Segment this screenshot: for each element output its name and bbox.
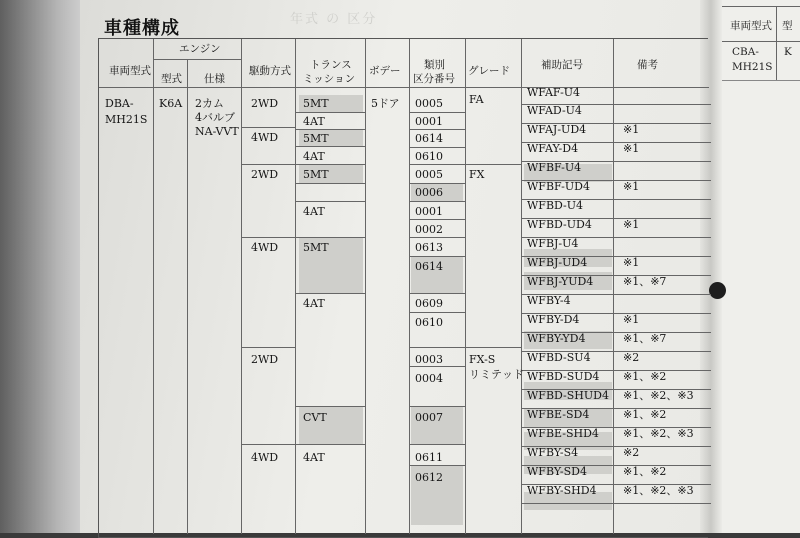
remark-20: ※1、※2 [623, 465, 667, 478]
category-9: 0614 [415, 260, 443, 273]
category-10: 0609 [415, 297, 443, 310]
transmission-row-line-3 [295, 164, 365, 165]
background-strip [0, 0, 82, 533]
category-row-line-10 [409, 312, 465, 313]
column-divider-1 [187, 59, 188, 534]
category-4: 0005 [415, 168, 443, 181]
column-divider-6 [465, 39, 466, 534]
header-engine-spec: 仕様 [204, 73, 225, 85]
aux-code-13: WFBY-YD4 [527, 332, 586, 345]
header-engine: エンジン [179, 43, 221, 55]
engine-spec-line1: 2カム [195, 97, 224, 110]
category-16: 0612 [415, 471, 443, 484]
aux-row-line-21 [521, 503, 711, 504]
category-row-line-3 [409, 164, 465, 165]
remark-9: ※1 [623, 256, 640, 269]
column-divider-8 [613, 39, 614, 534]
column-divider-3 [295, 39, 296, 534]
transmission-row-line-8 [295, 406, 365, 407]
category-0: 0005 [415, 97, 443, 110]
engine-type-value: K6A [159, 97, 183, 110]
model-type-line2: MH21S [105, 113, 148, 126]
aux-code-3: WFAY-D4 [527, 142, 579, 155]
remark-21: ※1、※2、※3 [623, 484, 694, 497]
column-divider-2 [241, 39, 242, 534]
drive-row-line-4 [241, 444, 295, 445]
column-divider-4 [365, 39, 366, 534]
transmission-row-line-0 [295, 112, 365, 113]
transmission-row-line-7 [295, 293, 365, 294]
header-engine-type: 型式 [161, 73, 182, 85]
engine-spec-line3: NA-VVT [195, 125, 239, 138]
drive-2: 2WD [251, 168, 279, 181]
remark-19: ※2 [623, 446, 640, 459]
aux-code-12: WFBY-D4 [527, 313, 580, 326]
aux-code-15: WFBD-SUD4 [527, 370, 600, 383]
category-7: 0002 [415, 223, 443, 236]
transmission-3: 4AT [303, 150, 325, 163]
transmission-row-line-1 [295, 129, 365, 130]
drive-row-line-3 [241, 347, 295, 348]
category-row-line-12 [409, 366, 465, 367]
category-row-line-15 [409, 465, 465, 466]
drive-3: 4WD [251, 241, 279, 254]
transmission-row-line-4 [295, 183, 365, 184]
transmission-6: 5MT [303, 241, 329, 254]
drive-1: 4WD [251, 131, 279, 144]
aux-code-0: WFAF-U4 [527, 86, 581, 99]
grade-fxs-line1: FX-S [469, 353, 496, 366]
category-12: 0003 [415, 353, 443, 366]
transmission-1: 4AT [303, 115, 325, 128]
category-11: 0610 [415, 316, 443, 329]
binder-hole [709, 282, 726, 299]
drive-row-line-1 [241, 164, 295, 165]
remark-12: ※1 [623, 313, 640, 326]
category-row-line-1 [409, 129, 465, 130]
drive-row-line-0 [241, 127, 295, 128]
aux-code-20: WFBY-SD4 [527, 465, 587, 478]
aux-code-8: WFBJ-U4 [527, 237, 579, 250]
aux-code-21: WFBY-SHD4 [527, 484, 597, 497]
transmission-8: CVT [303, 411, 327, 424]
remark-3: ※1 [623, 142, 640, 155]
grade-fa: FA [469, 93, 484, 106]
category-13: 0004 [415, 372, 443, 385]
adjacent-header-model: 車両型式 [730, 20, 772, 32]
remark-7: ※1 [623, 218, 640, 231]
transmission-2: 5MT [303, 132, 329, 145]
aux-code-1: WFAD-U4 [527, 104, 582, 117]
category-8: 0613 [415, 241, 443, 254]
remark-2: ※1 [623, 123, 640, 136]
remark-14: ※2 [623, 351, 640, 364]
model-type-line1: DBA- [105, 97, 134, 110]
drive-0: 2WD [251, 97, 279, 110]
aux-code-11: WFBY-4 [527, 294, 571, 307]
category-1: 0001 [415, 115, 443, 128]
aux-code-6: WFBD-U4 [527, 199, 584, 212]
remark-16: ※1、※2、※3 [623, 389, 694, 402]
category-6: 0001 [415, 205, 443, 218]
adjacent-model-line1: CBA- [732, 46, 759, 58]
remark-10: ※1、※7 [623, 275, 667, 288]
adjacent-model-line2: MH21S [732, 61, 773, 73]
aux-code-10: WFBJ-YUD4 [527, 275, 594, 288]
engine-header-divider [153, 59, 241, 60]
aux-code-4: WFBF-U4 [527, 161, 582, 174]
header-category-line1: 類別 [424, 59, 445, 71]
category-row-line-13 [409, 406, 465, 407]
transmission-4: 5MT [303, 168, 329, 181]
category-2: 0614 [415, 132, 443, 145]
header-model-type: 車両型式 [109, 65, 151, 77]
aux-code-19: WFBY-S4 [527, 446, 579, 459]
transmission-0: 5MT [303, 97, 329, 110]
category-row-line-2 [409, 147, 465, 148]
category-15: 0611 [415, 451, 443, 464]
remark-13: ※1、※7 [623, 332, 667, 345]
transmission-5: 4AT [303, 205, 325, 218]
category-row-line-0 [409, 112, 465, 113]
show-through-text: 年式 の 区分 [290, 12, 378, 27]
drive-row-line-2 [241, 237, 295, 238]
aux-code-16: WFBD-SHUD4 [527, 389, 609, 402]
aux-code-5: WFBF-UD4 [527, 180, 590, 193]
header-category-line2: 区分番号 [413, 73, 455, 85]
header-drive: 駆動方式 [249, 65, 291, 77]
grade-row-line-1 [465, 347, 521, 348]
vehicle-composition-table [98, 38, 708, 538]
aux-code-18: WFBE-SHD4 [527, 427, 599, 440]
aux-code-17: WFBE-SD4 [527, 408, 590, 421]
transmission-7: 4AT [303, 297, 325, 310]
category-row-line-6 [409, 219, 465, 220]
remark-15: ※1、※2 [623, 370, 667, 383]
aux-code-2: WFAJ-UD4 [527, 123, 587, 136]
transmission-row-line-5 [295, 201, 365, 202]
category-row-line-11 [409, 347, 465, 348]
header-body: ボデー [369, 65, 401, 77]
aux-code-14: WFBD-SU4 [527, 351, 591, 364]
drive-5: 4WD [251, 451, 279, 464]
category-row-line-14 [409, 444, 465, 445]
transmission-row-line-6 [295, 237, 365, 238]
drive-4: 2WD [251, 353, 279, 366]
category-row-line-9 [409, 293, 465, 294]
header-remarks: 備考 [637, 59, 658, 71]
column-divider-5 [409, 39, 410, 534]
adjacent-header-type: 型 [782, 20, 793, 32]
grade-fx: FX [469, 168, 485, 181]
remark-18: ※1、※2、※3 [623, 427, 694, 440]
transmission-row-line-2 [295, 146, 365, 147]
category-5: 0006 [415, 186, 443, 199]
header-transmission-line1: トランス [310, 59, 352, 71]
body-value: 5ドア [371, 97, 400, 110]
aux-code-7: WFBD-UD4 [527, 218, 592, 231]
remark-17: ※1、※2 [623, 408, 667, 421]
header-grade: グレード [468, 65, 510, 77]
grade-row-line-0 [465, 164, 521, 165]
category-row-line-8 [409, 256, 465, 257]
column-divider-7 [521, 39, 522, 534]
header-transmission-line2: ミッション [303, 73, 356, 85]
header-bottom-line [99, 87, 709, 88]
category-14: 0007 [415, 411, 443, 424]
adjacent-engine-cut: K [784, 46, 792, 58]
category-3: 0610 [415, 150, 443, 163]
header-aux-code: 補助記号 [541, 59, 583, 71]
category-row-line-5 [409, 201, 465, 202]
aux-code-9: WFBJ-UD4 [527, 256, 588, 269]
adjacent-page [722, 0, 800, 533]
adjacent-divider [776, 6, 777, 80]
adjacent-row-line [722, 80, 800, 81]
category-row-line-4 [409, 183, 465, 184]
column-divider-0 [153, 39, 154, 534]
transmission-row-line-9 [295, 444, 365, 445]
remark-5: ※1 [623, 180, 640, 193]
transmission-9: 4AT [303, 451, 325, 464]
grade-fxs-line2: リミテッド [469, 368, 524, 381]
page-title: 車種構成 [104, 18, 180, 39]
engine-spec-line2: 4バルブ [195, 111, 235, 124]
category-row-line-7 [409, 237, 465, 238]
